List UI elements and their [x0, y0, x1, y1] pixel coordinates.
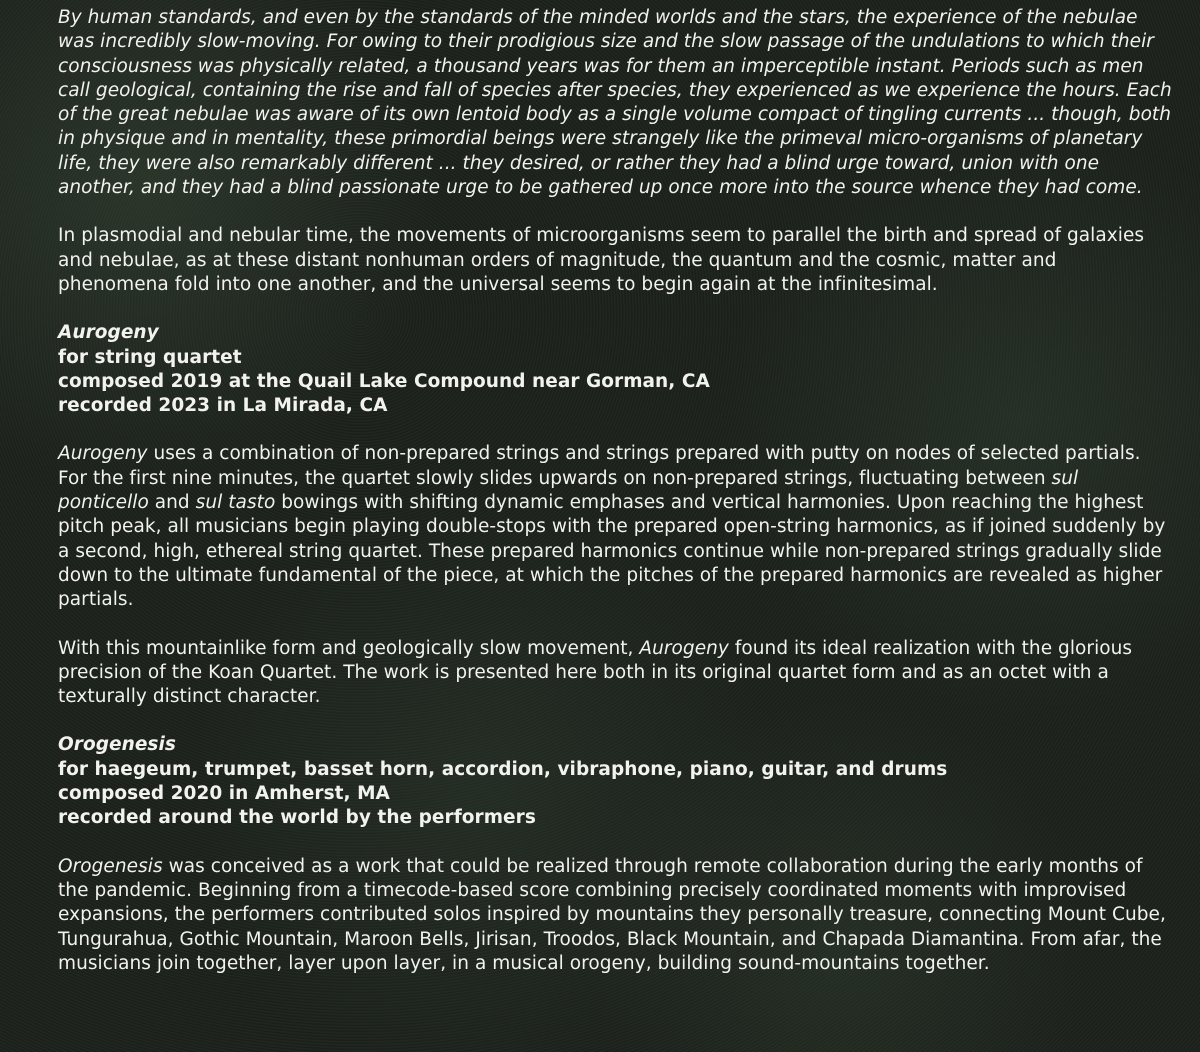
description-text: was conceived as a work that could be realized through remote collaboration during the early months of the pandemic. Beginning from a timecode-based score combining precisely coordinated moments with improvised expansions, the performers contributed solos inspired by mountains they personally treasure, connecting Mount Cube, Tungurahua, Gothic Mountain, Maroon Bells, Jirisan, Troodos, Black Mountain, and Chapada Diamantina. From afar, the musicians join together, layer upon layer, in a musical orogeny, building sound-mountains together. [58, 855, 1166, 974]
aurogeny-description [58, 442, 1173, 612]
work-instrumentation: for haegeum, trumpet, basset horn, accordion, vibraphone, piano, guitar, and drums [58, 758, 948, 780]
work-title-reference: Aurogeny [58, 443, 148, 465]
spacer [58, 200, 1173, 224]
aurogeny-realization [58, 637, 1173, 710]
technique-term: sul ponticello [58, 467, 1079, 514]
spacer [58, 709, 1173, 733]
work-instrumentation: for string quartet [58, 346, 242, 368]
description-text: found its ideal realization with the glorious precision of the Koan Quartet. The work is presented here both in its original quartet form and as an octet with a texturally distinct character. [58, 637, 1133, 708]
work-recorded: recorded around the world by the performers [58, 807, 536, 829]
work-title-reference: Orogenesis [58, 855, 163, 877]
work-composed: composed 2020 in Amherst, MA [58, 783, 390, 805]
liner-notes [58, 6, 1173, 976]
work-title: Aurogeny [58, 322, 159, 344]
work-header-aurogeny [58, 321, 1173, 418]
description-text: With this mountainlike form and geologically slow movement, [58, 637, 640, 659]
work-title-reference: Aurogeny [639, 637, 729, 659]
intro-quote: By human standards, and even by the standards of the minded worlds and the stars, the experience of the nebulae was incredibly slow-moving. For owing to their prodigious size and the slow passage of the undulations to which their consciousness was physically related, a thousand years was for them an imperceptible instant. Periods such as men call geological, containing the rise and fall of species after species, they experienced as we experience the hours. Each of the great nebulae was aware of its own lentoid body as a single volume compact of tingling currents ... though, both in physique and in mentality, these primordial beings were strangely like the primeval micro-organisms of planetary life, they were also remarkably different ... they desired, or rather they had a blind urge toward, union with one another, and they had a blind passionate urge to be gathered up once more into the source whence they had come. [58, 7, 1172, 199]
spacer [58, 297, 1173, 321]
work-composed: composed 2019 at the Quail Lake Compound near Gorman, CA [58, 370, 710, 392]
spacer [58, 831, 1173, 855]
orogenesis-description [58, 855, 1173, 976]
spacer [58, 418, 1173, 442]
description-text: and [148, 492, 196, 514]
work-title: Orogenesis [58, 734, 176, 756]
intro-commentary: In plasmodial and nebular time, the movements of microorganisms seem to parallel the birth and spread of galaxies and nebulae, as at these distant nonhuman orders of magnitude, the quantum and the cosmic, matter and phenomena fold into one another, and the universal seems to begin again at the infinitesimal. [58, 225, 1145, 295]
spacer [58, 613, 1173, 637]
work-recorded: recorded 2023 in La Mirada, CA [58, 395, 388, 417]
description-text: uses a combination of non-prepared strings and strings prepared with putty on nodes of selected partials. For the first nine minutes, the quartet slowly slides upwards on non-prepared strings, fluctuating between [58, 443, 1141, 489]
description-text: bowings with shifting dynamic emphases and vertical harmonies. Upon reaching the highest pitch peak, all musicians begin playing double-stops with the prepared open-string harmonics, as if joined suddenly by a second, high, ethereal string quartet. These prepared harmonics continue while non-prepared strings gradually slide down to the ultimate fundamental of the piece, at which the pitches of the prepared harmonics are revealed as higher partials. [58, 492, 1166, 611]
work-header-orogenesis [58, 733, 1173, 830]
technique-term: sul tasto [195, 492, 276, 514]
